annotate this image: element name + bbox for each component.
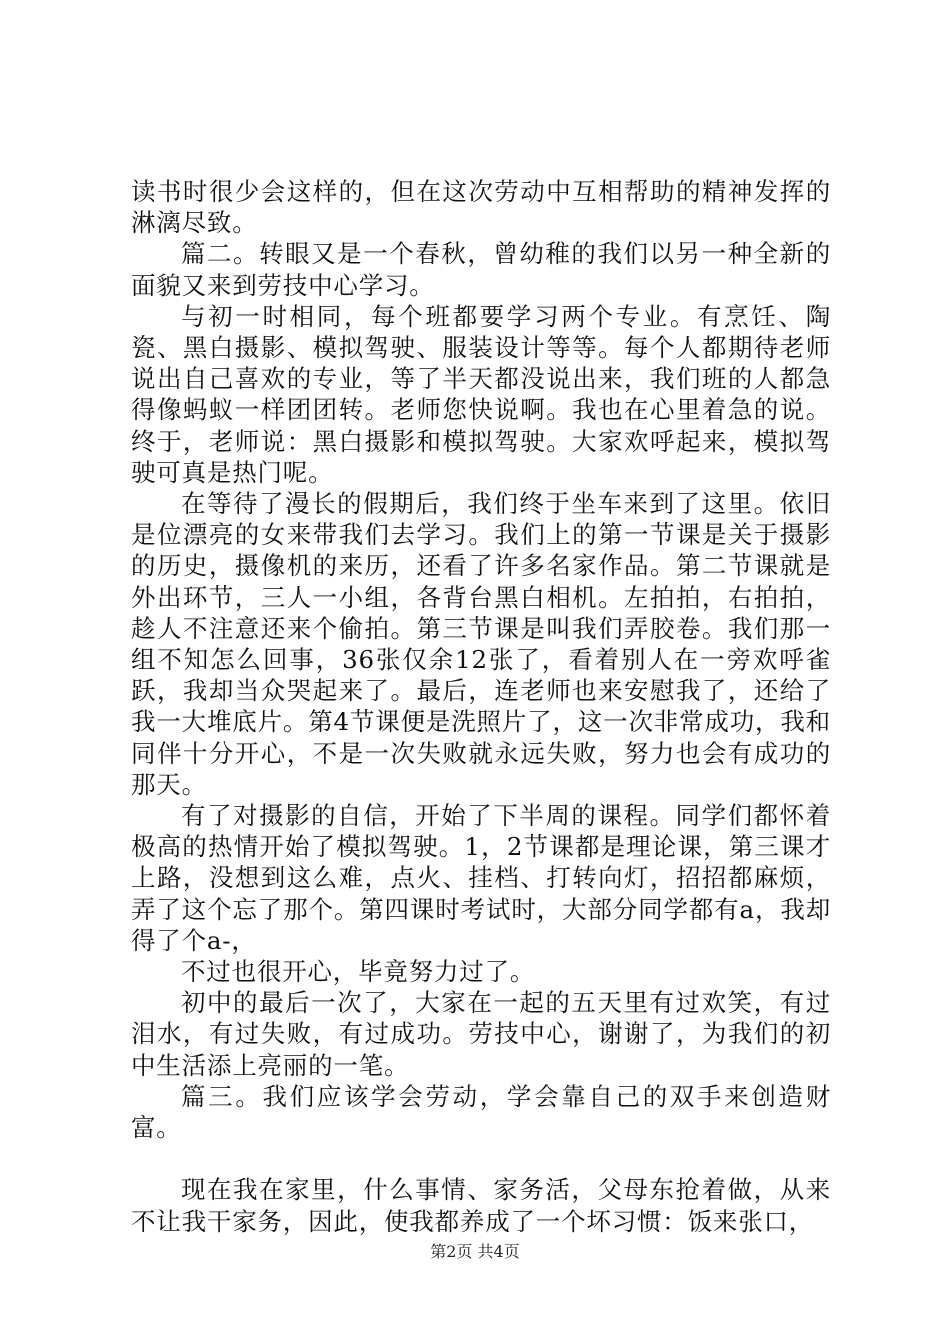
paragraph-at-home: 现在我在家里，什么事情、家务活，父母东抢着做，从来不让我干家务，因此，使我都养成了一个坏习惯：饭来张口， [131, 1175, 831, 1236]
paragraph-last-time: 初中的最后一次了，大家在一起的五天里有过欢笑，有过泪水，有过失败，有过成功。劳技中心，谢谢了，为我们的初中生活添上亮丽的一笔。 [131, 988, 831, 1080]
page-number-footer: 第2页 共4页 [430, 1242, 520, 1261]
paragraph-effort: 不过也很开心，毕竟努力过了。 [181, 957, 536, 987]
document-body [131, 176, 831, 1237]
paragraph-part-two-intro: 篇二。转眼又是一个春秋，曾幼稚的我们以另一种全新的面貌又来到劳技中心学习。 [131, 239, 831, 300]
paragraph-part-three-intro: 篇三。我们应该学会劳动，学会靠自己的双手来创造财富。 [131, 1081, 831, 1143]
paragraph-driving: 有了对摄影的自信，开始了下半周的课程。同学们都怀着极高的热情开始了模拟驾驶。1，2节课都是理论课，第三课才上路，没想到这么难，点火、挂档、打转向灯，招招都麻烦，弄了这个忘了那个。第四课时考试时，大部分同学都有a，我却得了个a-， [131, 801, 831, 955]
paragraph-majors: 与初一时相同，每个班都要学习两个专业。有烹饪、陶瓷、黑白摄影、模拟驾驶、服装设计等等。每个人都期待老师说出自己喜欢的专业，等了半天都没说出来，我们班的人都急得像蚂蚁一样团团转。老师您快说啊。我也在心里着急的说。终于，老师说：黑白摄影和模拟驾驶。大家欢呼起来，模拟驾驶可真是热门呢。 [131, 301, 831, 487]
paragraph-photography: 在等待了漫长的假期后，我们终于坐车来到了这里。依旧是位漂亮的女来带我们去学习。我们上的第一节课是关于摄影的历史，摄像机的来历，还看了许多名家作品。第二节课就是外出环节，三人一小组，各背台黑白相机。左拍拍，右拍拍，趁人不注意还来个偷拍。第三节课是叫我们弄胶卷。我们那一组不知怎么回事，36张仅余12张了，看着别人在一旁欢呼雀跃，我却当众哭起来了。最后，连老师也来安慰我了，还给了我一大堆底片。第4节课便是洗照片了，这一次非常成功，我和同伴十分开心，不是一次失败就永远失败，努力也会有成功的那天。 [131, 489, 831, 799]
paragraph-spacer [131, 1143, 831, 1174]
paragraph-continued: 读书时很少会这样的，但在这次劳动中互相帮助的精神发挥的淋漓尽致。 [131, 177, 831, 238]
